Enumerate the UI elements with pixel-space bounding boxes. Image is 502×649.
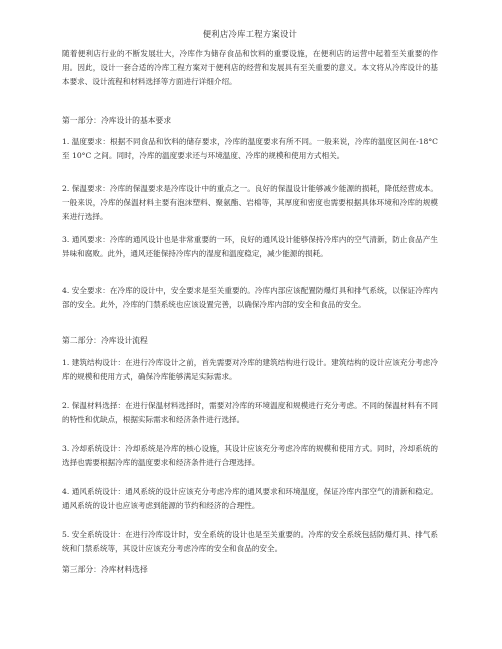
section2-item-cooling: 3. 冷却系统设计：冷却系统是冷库的核心设施，其设计应该充分考虑冷库的规模和使用方式。同时，冷却系统的选择也需要根据冷库的温度要求和经济条件进行合理选择。 (62, 444, 438, 467)
section1-heading: 第一部分：冷库设计的基本要求 (62, 116, 172, 125)
section1-item-ventilation: 3. 通风要求：冷库的通风设计也是非常重要的一环，良好的通风设计能够保持冷库内的空气清新，防止食品产生异味和腐败。此外，通风还能保持冷库内的湿度和温度稳定，减少能源的损耗。 (62, 235, 438, 258)
section2-heading: 第二部分：冷库设计流程 (62, 336, 148, 345)
section2-item-safety: 5. 安全系统设计：在进行冷库设计时，安全系统的设计也是至关重要的。冷库的安全系统包括防爆灯具、排气系统和门禁系统等，其设计应该充分考虑冷库的安全和食品的安全。 (62, 530, 438, 553)
section3-heading: 第三部分：冷库材料选择 (62, 565, 148, 574)
document-title: 便利店冷库工程方案设计 (202, 29, 298, 39)
section2-item-structure: 1. 建筑结构设计：在进行冷库设计之前，首先需要对冷库的建筑结构进行设计。建筑结构的设计应该充分考虑冷库的规模和使用方式，确保冷库能够满足实际需求。 (62, 358, 438, 381)
section2-item-ventilation: 4. 通风系统设计：通风系统的设计应该充分考虑冷库的通风要求和环境温度，保证冷库内部空气的清新和稳定。通风系统的设计也应该考虑到能源的节约和经济的合理性。 (62, 487, 438, 510)
section1-item-safety: 4. 安全要求：在冷库的设计中，安全要求是至关重要的。冷库内部应该配置防爆灯具和排气系统，以保证冷库内部的安全。此外，冷库的门禁系统也应该设置完善，以确保冷库内部的安全和食品的安全。 (62, 286, 438, 309)
section1-item-temperature: 1. 温度要求：根据不同食品和饮料的储存要求，冷库的温度要求有所不同。一般来说，冷库的温度区间在-18°C 至 10°C 之间。同时，冷库的温度要求还与环境温度、冷库的规模和使用方式相关。 (62, 137, 438, 160)
intro-paragraph: 随着便利店行业的不断发展壮大，冷库作为储存食品和饮料的重要设施，在便利店的运营中起着至关重要的作用。因此，设计一套合适的冷库工程方案对于便利店的经营和发展具有至关重要的意义。本文将从冷库设计的基本要求、设计流程和材料选择等方面进行详细介绍。 (62, 49, 438, 86)
section1-item-insulation: 2. 保温要求：冷库的保温要求是冷库设计中的重点之一。良好的保温设计能够减少能源的损耗，降低经营成本。一般来说，冷库的保温材料主要有泡沫塑料、聚氨酯、岩棉等，其厚度和密度也需要根据具体环境和冷库的规模来进行选择。 (62, 184, 438, 221)
section2-item-material: 2. 保温材料选择：在进行保温材料选择时，需要对冷库的环境温度和规模进行充分考虑。不同的保温材料有不同的特性和优缺点，根据实际需求和经济条件进行选择。 (62, 401, 438, 424)
